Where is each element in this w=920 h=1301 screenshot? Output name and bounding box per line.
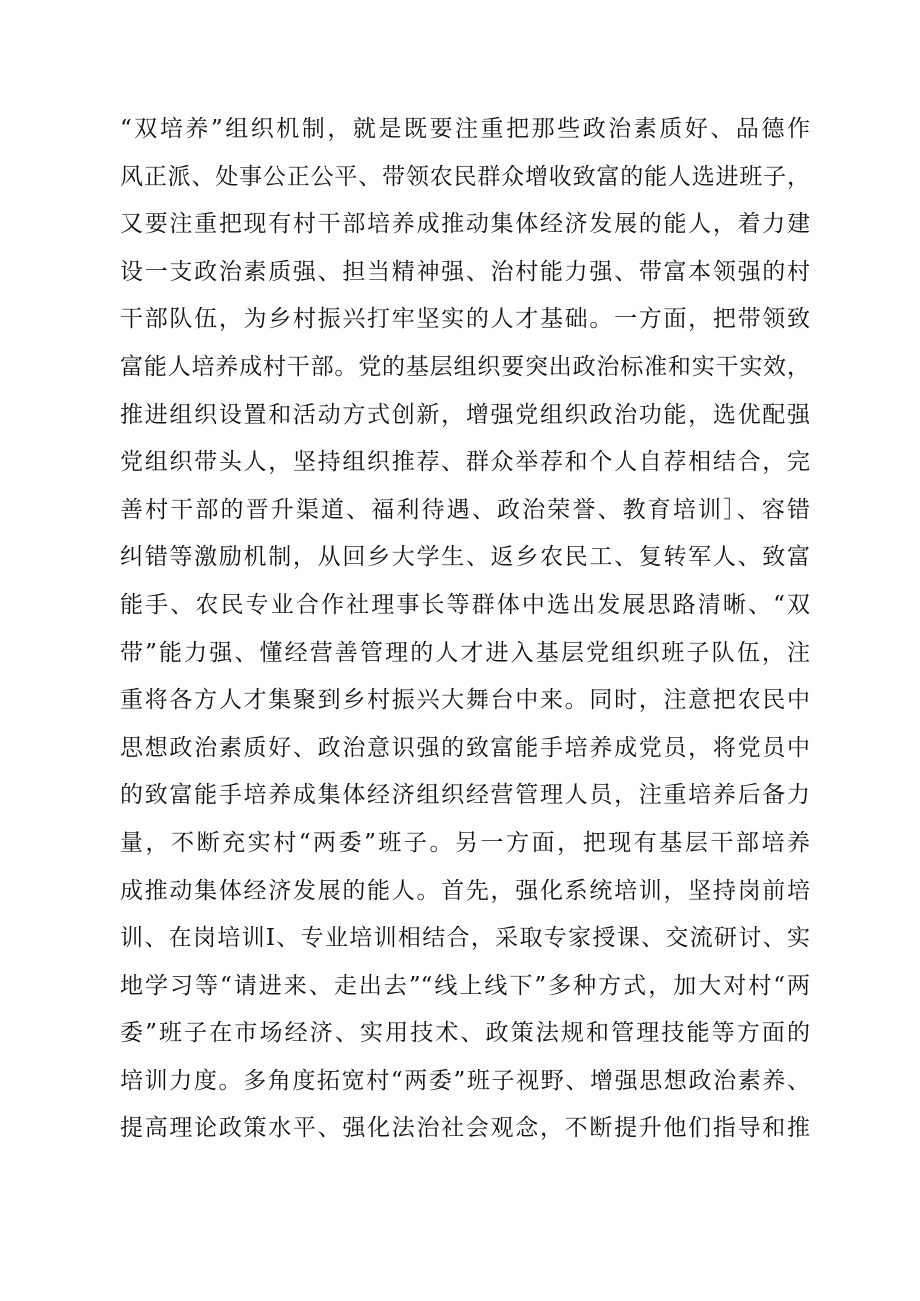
text-line-14: 思想政治素质好、政治意识强的致富能手培养成党员，将党员中 bbox=[120, 734, 810, 761]
body-paragraph bbox=[120, 106, 810, 1153]
text-line-1: “双培养”组织机制，就是既要注重把那些政治素质好、品德作 bbox=[120, 116, 810, 142]
text-line-2: 风正派、处事公正公平、带领农民群众增收致富的能人选进班子， bbox=[120, 163, 810, 190]
text-line-18: 训、在岗培训I、专业培训相结合，采取专家授课、交流研讨、实 bbox=[120, 925, 810, 952]
text-line-16: 量，不断充实村“两委”班子。另一方面，把现有基层干部培养 bbox=[120, 829, 810, 856]
text-line-15: 的致富能手培养成集体经济组织经营管理人员，注重培养后备力 bbox=[120, 782, 810, 809]
text-line-10: 纠错等激励机制，从回乡大学生、返乡农民工、复转军人、致富 bbox=[120, 544, 810, 571]
text-line-3: 又要注重把现有村干部培养成推动集体经济发展的能人，着力建 bbox=[120, 211, 810, 238]
text-line-11: 能手、农民专业合作社理事长等群体中选出发展思路清晰、“双 bbox=[120, 591, 810, 618]
text-line-12: 带”能力强、懂经营善管理的人才进入基层党组织班子队伍，注 bbox=[120, 639, 810, 666]
text-line-5: 干部队伍，为乡村振兴打牢坚实的人才基础。一方面，把带领致 bbox=[120, 306, 810, 333]
text-line-8: 党组织带头人，坚持组织推荐、群众举荐和个人自荐相结合，完 bbox=[120, 449, 810, 476]
text-line-22: 提高理论政策水平、强化法治社会观念，不断提升他们指导和推 bbox=[120, 1115, 810, 1142]
text-line-17: 成推动集体经济发展的能人。首先，强化系统培训，坚持岗前培 bbox=[120, 877, 810, 904]
text-line-9: 善村干部的晋升渠道、福利待遇、政治荣誉、教育培训］、容错 bbox=[120, 496, 810, 523]
text-line-13: 重将各方人才集聚到乡村振兴大舞台中来。同时，注意把农民中 bbox=[120, 687, 810, 714]
text-line-7: 推进组织设置和活动方式创新，增强党组织政治功能，选优配强 bbox=[120, 401, 810, 428]
text-line-20: 委”班子在市场经济、实用技术、政策法规和管理技能等方面的 bbox=[120, 1020, 810, 1047]
text-line-21: 培训力度。多角度拓宽村“两委”班子视野、增强思想政治素养、 bbox=[120, 1067, 810, 1094]
text-line-4: 设一支政治素质强、担当精神强、治村能力强、带富本领强的村 bbox=[120, 258, 810, 285]
text-line-6: 富能人培养成村干部。党的基层组织要突出政治标准和实干实效， bbox=[120, 353, 810, 380]
text-line-19: 地学习等“请进来、走出去”“线上线下”多种方式，加大对村“两 bbox=[120, 972, 810, 999]
